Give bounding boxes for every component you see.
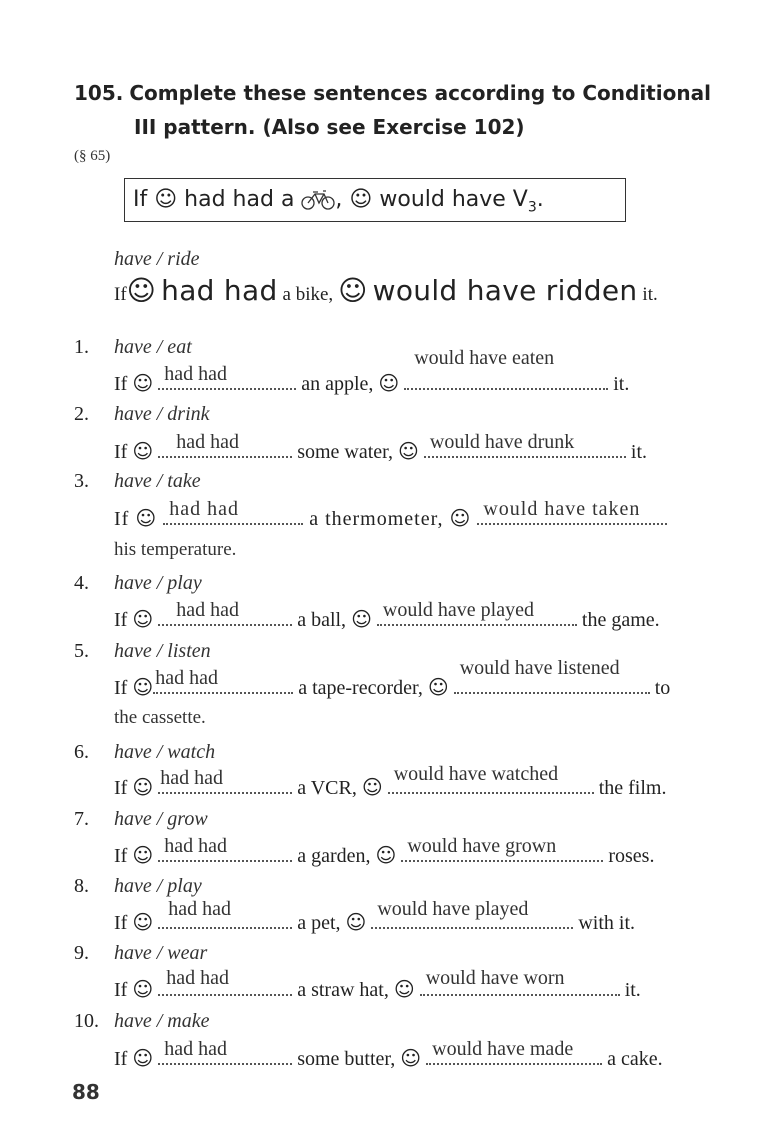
smiley-icon: ☺ [427, 675, 449, 699]
answer-blank-2[interactable]: would have played [377, 604, 577, 626]
smiley-icon: ☺ [132, 371, 154, 395]
item-sentence: If ☺ had had an apple, ☺ would have eaten it. [114, 347, 630, 395]
answer-blank-1[interactable]: had had [158, 907, 292, 929]
item-verbs: have / eat [114, 336, 192, 358]
pattern-if: If [133, 187, 148, 212]
example-verbs: have / ride [114, 248, 200, 270]
answer-blank-2[interactable]: would have eaten [404, 368, 608, 390]
bicycle-icon [301, 188, 335, 210]
pattern-subscript: 3 [527, 199, 537, 216]
answer-blank-2[interactable]: would have worn [420, 974, 620, 996]
item-number: 10. [74, 1010, 99, 1032]
pattern-period: . [536, 187, 544, 212]
item-sentence: If ☺ had had a VCR, ☺ would have watched the film. [114, 763, 667, 799]
item-verbs: have / take [114, 470, 201, 492]
answer-blank-1[interactable]: had had [163, 503, 303, 525]
pattern-would-have: would have V [379, 187, 528, 212]
pattern-box: If ☺ had had a , ☺ would have $V_3$. [124, 178, 626, 222]
smiley-icon: ☺ [351, 607, 372, 631]
item-verbs: have / watch [114, 741, 216, 763]
item-number: 4. [74, 572, 89, 594]
smiley-icon: ☺ [135, 506, 158, 530]
item-sentence: If ☺ had had some water, ☺ would have drunk it. [114, 431, 648, 463]
sentence-continuation: his temperature. [114, 539, 237, 560]
smiley-icon: ☺ [154, 187, 178, 212]
item-number: 7. [74, 808, 89, 830]
item-verbs: have / drink [114, 403, 210, 425]
answer-blank-2[interactable]: would have taken [477, 503, 667, 525]
smiley-icon: ☺ [393, 977, 415, 1001]
example-had-had: had had [161, 274, 278, 307]
answer-blank-1[interactable]: had had [158, 1043, 292, 1065]
item-number: 6. [74, 741, 89, 763]
item-number: 2. [74, 403, 89, 425]
smiley-icon: ☺ [132, 607, 154, 631]
answer-blank-1[interactable]: had had [158, 772, 292, 794]
answer-blank-1[interactable]: had had [158, 840, 292, 862]
item-number: 8. [74, 875, 89, 897]
answer-blank-1[interactable]: had had [158, 436, 292, 458]
grammar-reference: (§ 65) [74, 148, 111, 164]
exercise-heading [74, 76, 754, 144]
smiley-icon: ☺ [375, 843, 397, 867]
answer-blank-1[interactable]: had had [158, 974, 292, 996]
smiley-icon: ☺ [349, 187, 373, 212]
item-sentence: If ☺ had had some butter, ☺ would have made a cake. [114, 1038, 663, 1070]
answer-blank-1[interactable]: had had [153, 672, 293, 694]
smiley-icon: ☺ [132, 439, 154, 463]
smiley-icon: ☺ [338, 274, 368, 307]
example-sentence [114, 274, 658, 307]
item-verbs: have / play [114, 572, 202, 594]
answer-blank-2[interactable]: would have drunk [424, 436, 626, 458]
example-would-have: would have ridden [372, 274, 638, 307]
answer-blank-1[interactable]: had had [158, 368, 296, 390]
exercise-number: 105. [74, 81, 124, 105]
smiley-icon: ☺ [361, 775, 383, 799]
smiley-icon: ☺ [345, 910, 367, 934]
item-sentence: If ☺ had had a straw hat, ☺ would have worn it. [114, 967, 641, 1001]
pattern-had-had-a: had had a [184, 187, 295, 212]
example-object: a bike, [282, 284, 334, 305]
answer-blank-2[interactable]: would have played [371, 907, 573, 929]
answer-blank-2[interactable]: would have grown [401, 840, 603, 862]
item-number: 9. [74, 942, 89, 964]
smiley-icon: ☺ [398, 439, 419, 463]
item-number: 5. [74, 640, 89, 662]
item-verbs: have / listen [114, 640, 211, 662]
heading-line-2: III pattern. (Also see Exercise 102) [134, 115, 525, 139]
smiley-icon: ☺ [132, 1046, 154, 1070]
page-number: 88 [72, 1080, 100, 1104]
smiley-icon: ☺ [400, 1046, 422, 1070]
item-verbs: have / grow [114, 808, 208, 830]
answer-blank-1[interactable]: had had [158, 604, 292, 626]
answer-blank-2[interactable]: would have listened [454, 672, 650, 694]
answer-blank-2[interactable]: would have made [426, 1043, 602, 1065]
smiley-icon: ☺ [449, 506, 472, 530]
example-end: it. [642, 284, 658, 305]
item-sentence: If ☺ had had a pet, ☺ would have played with it. [114, 898, 636, 934]
smiley-icon: ☺ [132, 775, 154, 799]
heading-line-1: Complete these sentences according to Conditional [129, 81, 711, 105]
smiley-icon: ☺ [132, 843, 154, 867]
item-number: 1. [74, 336, 89, 358]
item-verbs: have / play [114, 875, 202, 897]
smiley-icon: ☺ [378, 371, 400, 395]
item-verbs: have / wear [114, 942, 208, 964]
item-sentence: If ☺ had had a tape-recorder, ☺ would have listened to [114, 657, 671, 699]
item-verbs: have / make [114, 1010, 210, 1032]
smiley-icon: ☺ [132, 675, 154, 699]
item-number: 3. [74, 470, 89, 492]
smiley-icon: ☺ [132, 977, 154, 1001]
answer-blank-2[interactable]: would have watched [388, 772, 594, 794]
item-sentence: If ☺ had had a garden, ☺ would have grown roses. [114, 835, 655, 867]
example-if: If [114, 284, 127, 305]
sentence-continuation: the cassette. [114, 707, 206, 728]
item-sentence: If ☺ had had a ball, ☺ would have played the game. [114, 599, 660, 631]
item-sentence: If ☺ had had a thermometer, ☺ would have taken [114, 503, 667, 531]
smiley-icon: ☺ [132, 910, 154, 934]
smiley-icon: ☺ [126, 274, 157, 307]
